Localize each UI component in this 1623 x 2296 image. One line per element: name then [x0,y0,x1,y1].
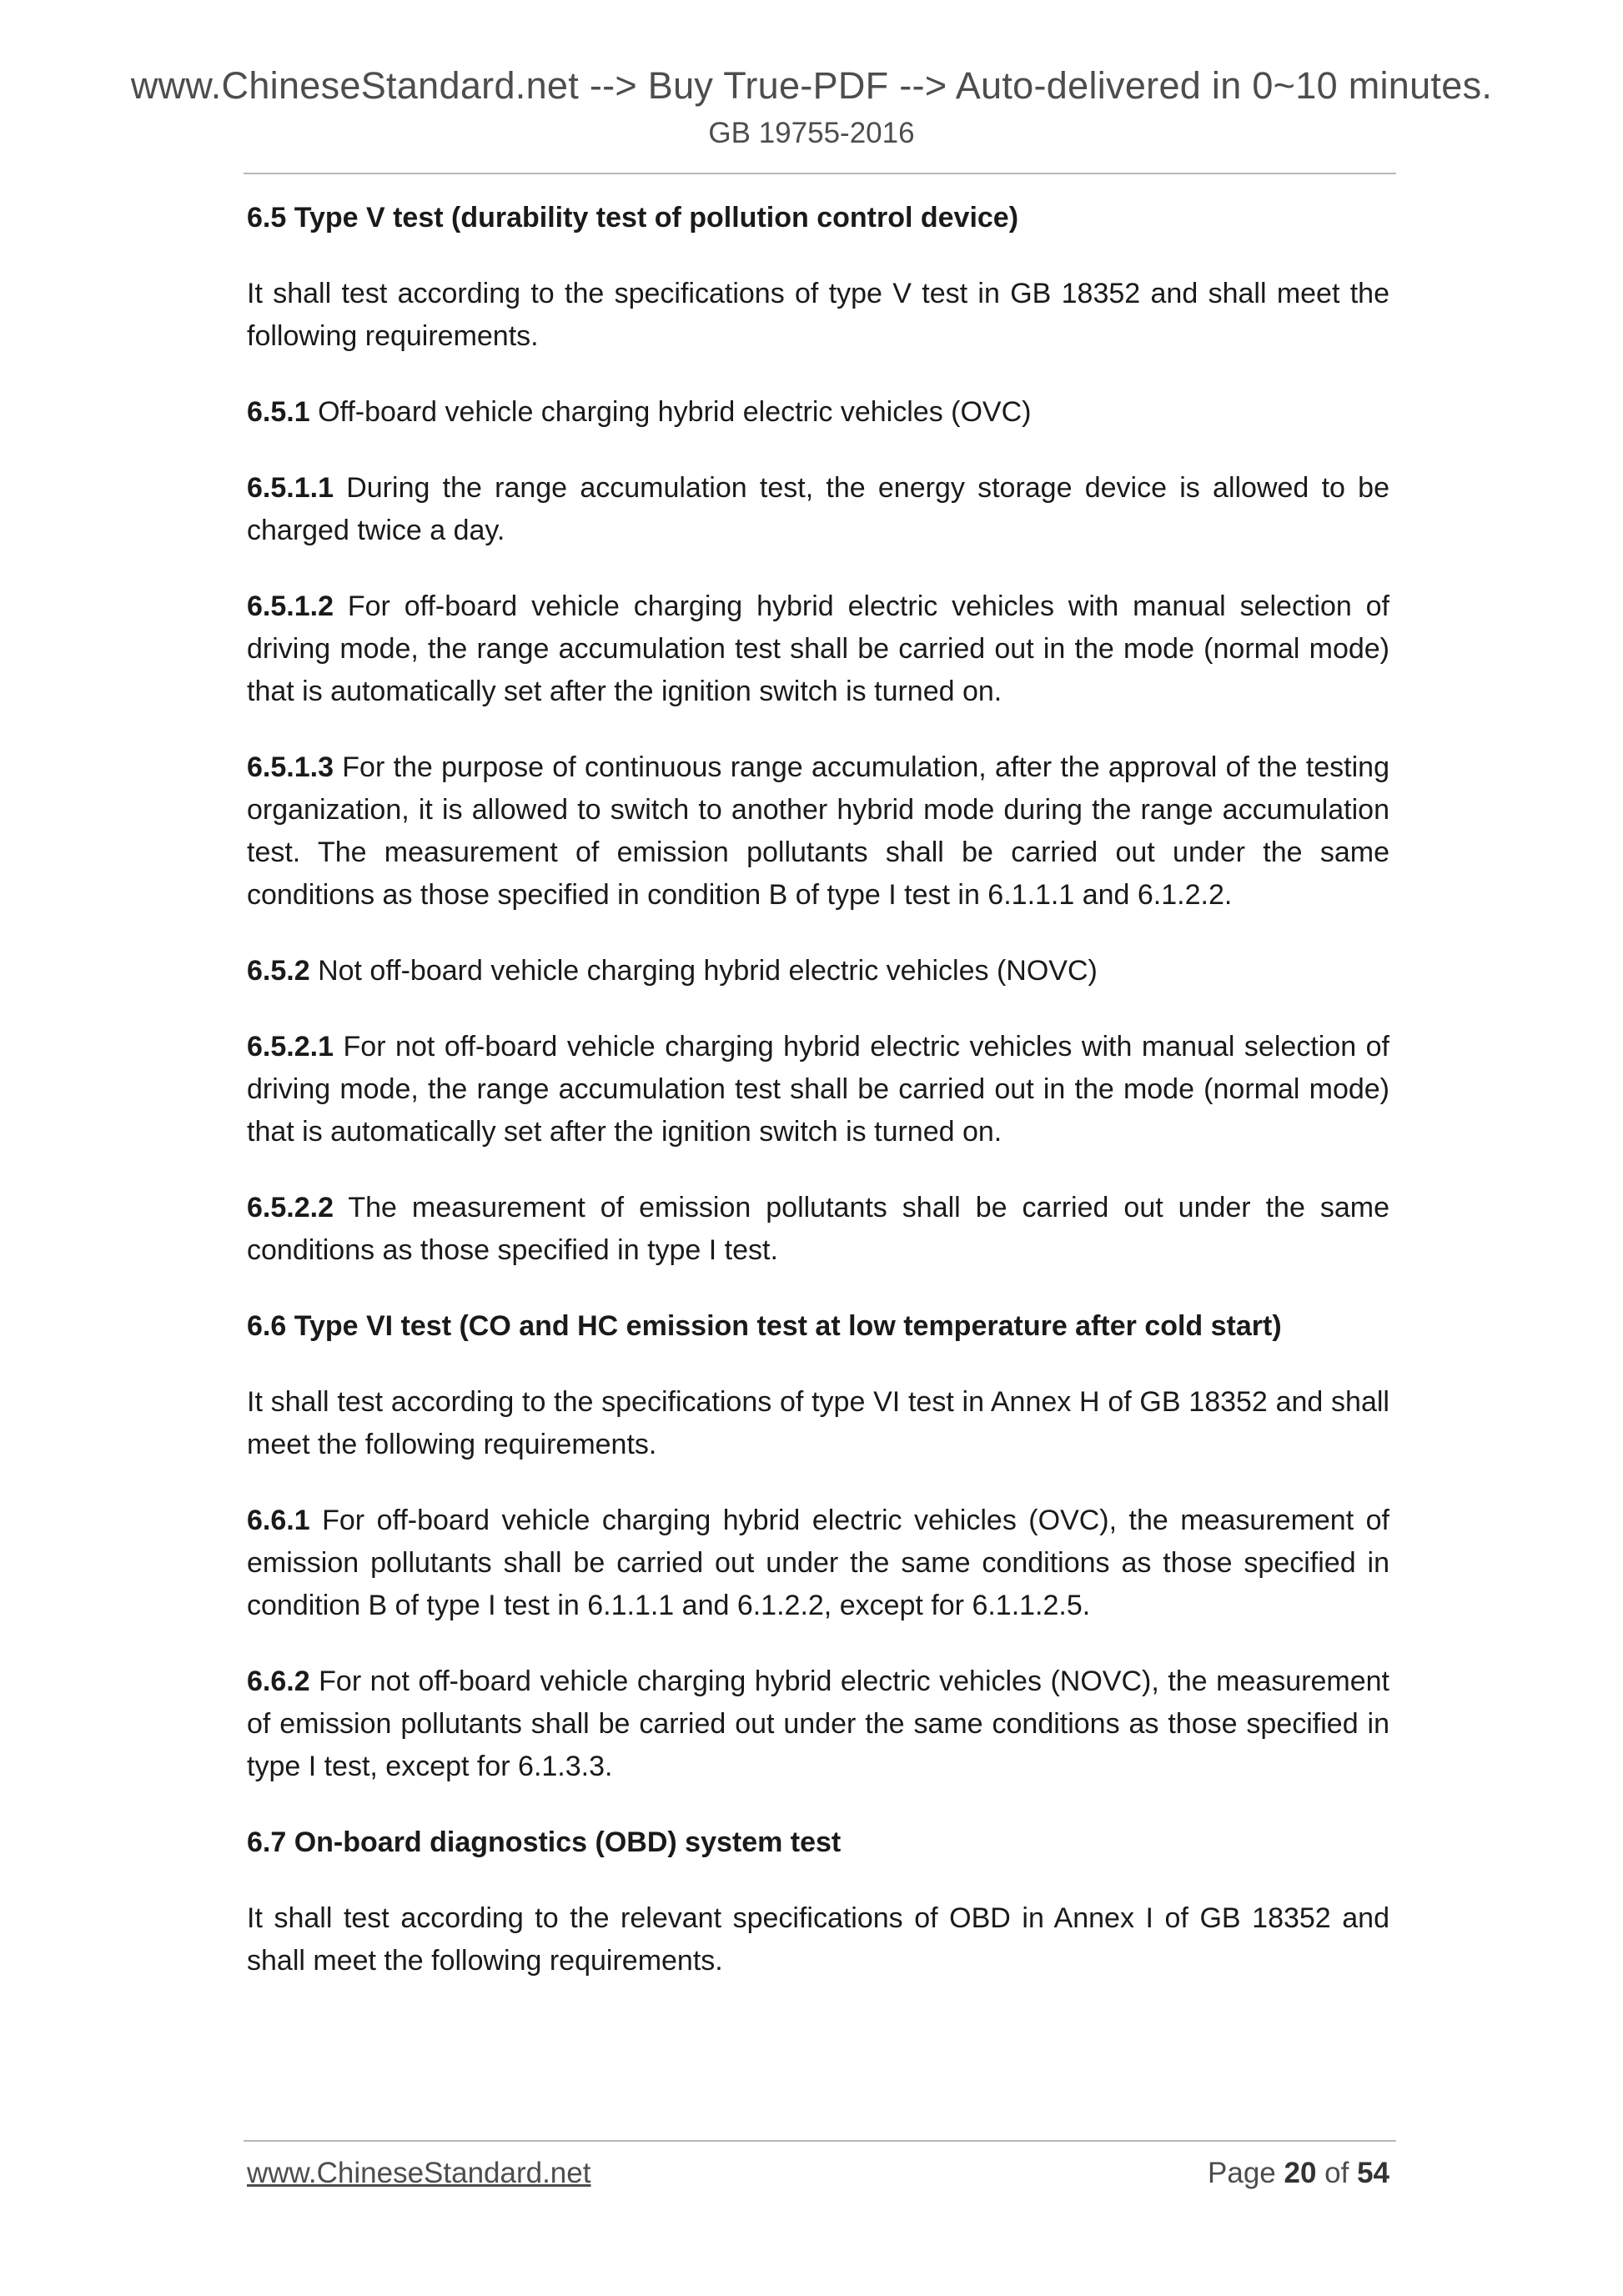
clause-text: For not off-board vehicle charging hybrid electric vehicles (NOVC), the measurement of emission pollutants shall be carried out under the same conditions as those specified in type I test, except for 6.1.3.3. [247,1665,1389,1782]
clause-text: For not off-board vehicle charging hybrid electric vehicles with manual selection of driving mode, the range accumulation test shall be carried out in the mode (normal mode) that is automatically set after the ignition switch is turned on. [247,1031,1389,1148]
clause-6-5-1 [247,391,1389,434]
section-6-5-heading: 6.5 Type V test (durability test of pollution control device) [247,202,1019,234]
clause-text: For off-board vehicle charging hybrid electric vehicles (OVC), the measurement of emission pollutants shall be carried out under the same conditions as those specified in condition B of type I test in 6.1.1.1 and 6.1.2.2, except for 6.1.1.2.5. [247,1505,1389,1621]
document-body [247,197,1389,2016]
clause-number: 6.5.2.2 [247,1192,334,1223]
section-6-7-heading: 6.7 On-board diagnostics (OBD) system test [247,1826,842,1858]
clause-text: During the range accumulation test, the energy storage device is allowed to be charged twice a day. [247,472,1389,546]
clause-number: 6.5.1 [247,396,310,428]
clause-6-5-2 [247,950,1389,992]
clause-number: 6.6.1 [247,1505,310,1536]
section-6-7-intro: It shall test according to the relevant specifications of OBD in Annex I of GB 18352 and shall meet the following requirements. [247,1902,1389,1977]
clause-text: The measurement of emission pollutants shall be carried out under the same conditions as those specified in type I test. [247,1192,1389,1266]
clause-number: 6.5.2.1 [247,1031,334,1063]
page-current: 20 [1284,2157,1317,2189]
page-total: 54 [1357,2157,1389,2189]
footer-divider [244,2140,1396,2142]
clause-6-6-1 [247,1500,1389,1627]
clause-6-6-2 [247,1660,1389,1788]
clause-number: 6.6.2 [247,1665,310,1697]
section-6-6-intro: It shall test according to the specifications of type VI test in Annex H of GB 18352 and shall meet the following requirements. [247,1386,1389,1460]
clause-6-5-2-1 [247,1026,1389,1153]
standard-code: GB 19755-2016 [708,117,915,149]
clause-number: 6.5.2 [247,955,310,987]
clause-text: For off-board vehicle charging hybrid electric vehicles with manual selection of driving mode, the range accumulation test shall be carried out in the mode (normal mode) that is automatically set after the ignition switch is turned on. [247,590,1389,707]
footer-website-link[interactable]: www.ChineseStandard.net [247,2157,591,2189]
clause-number: 6.5.1.3 [247,751,334,783]
clause-6-5-1-3 [247,746,1389,917]
page-prefix: Page [1208,2157,1284,2189]
clause-number: 6.5.1.1 [247,472,334,504]
clause-text: For the purpose of continuous range accumulation, after the approval of the testing organization, it is allowed to switch to another hybrid mode during the range accumulation test. The measurement of emission pollutants shall be carried out under the same conditions as those specified in condition B of type I test in 6.1.1.1 and 6.1.2.2. [247,751,1389,911]
clause-6-5-1-2 [247,585,1389,713]
header-divider [244,173,1396,174]
clause-text: Off-board vehicle charging hybrid electric vehicles (OVC) [309,396,1032,428]
section-6-5-intro: It shall test according to the specifications of type V test in GB 18352 and shall meet the following requirements. [247,278,1389,352]
top-banner: www.ChineseStandard.net --> Buy True-PDF --> Auto-delivered in 0~10 minutes. [130,64,1493,107]
section-6-6-heading: 6.6 Type VI test (CO and HC emission test at low temperature after cold start) [247,1310,1282,1342]
clause-6-5-2-2 [247,1187,1389,1272]
clause-number: 6.5.1.2 [247,590,334,622]
page-indicator [1208,2155,1389,2192]
clause-text: Not off-board vehicle charging hybrid electric vehicles (NOVC) [309,955,1098,987]
clause-6-5-1-1 [247,467,1389,552]
page-of: of [1316,2157,1358,2189]
